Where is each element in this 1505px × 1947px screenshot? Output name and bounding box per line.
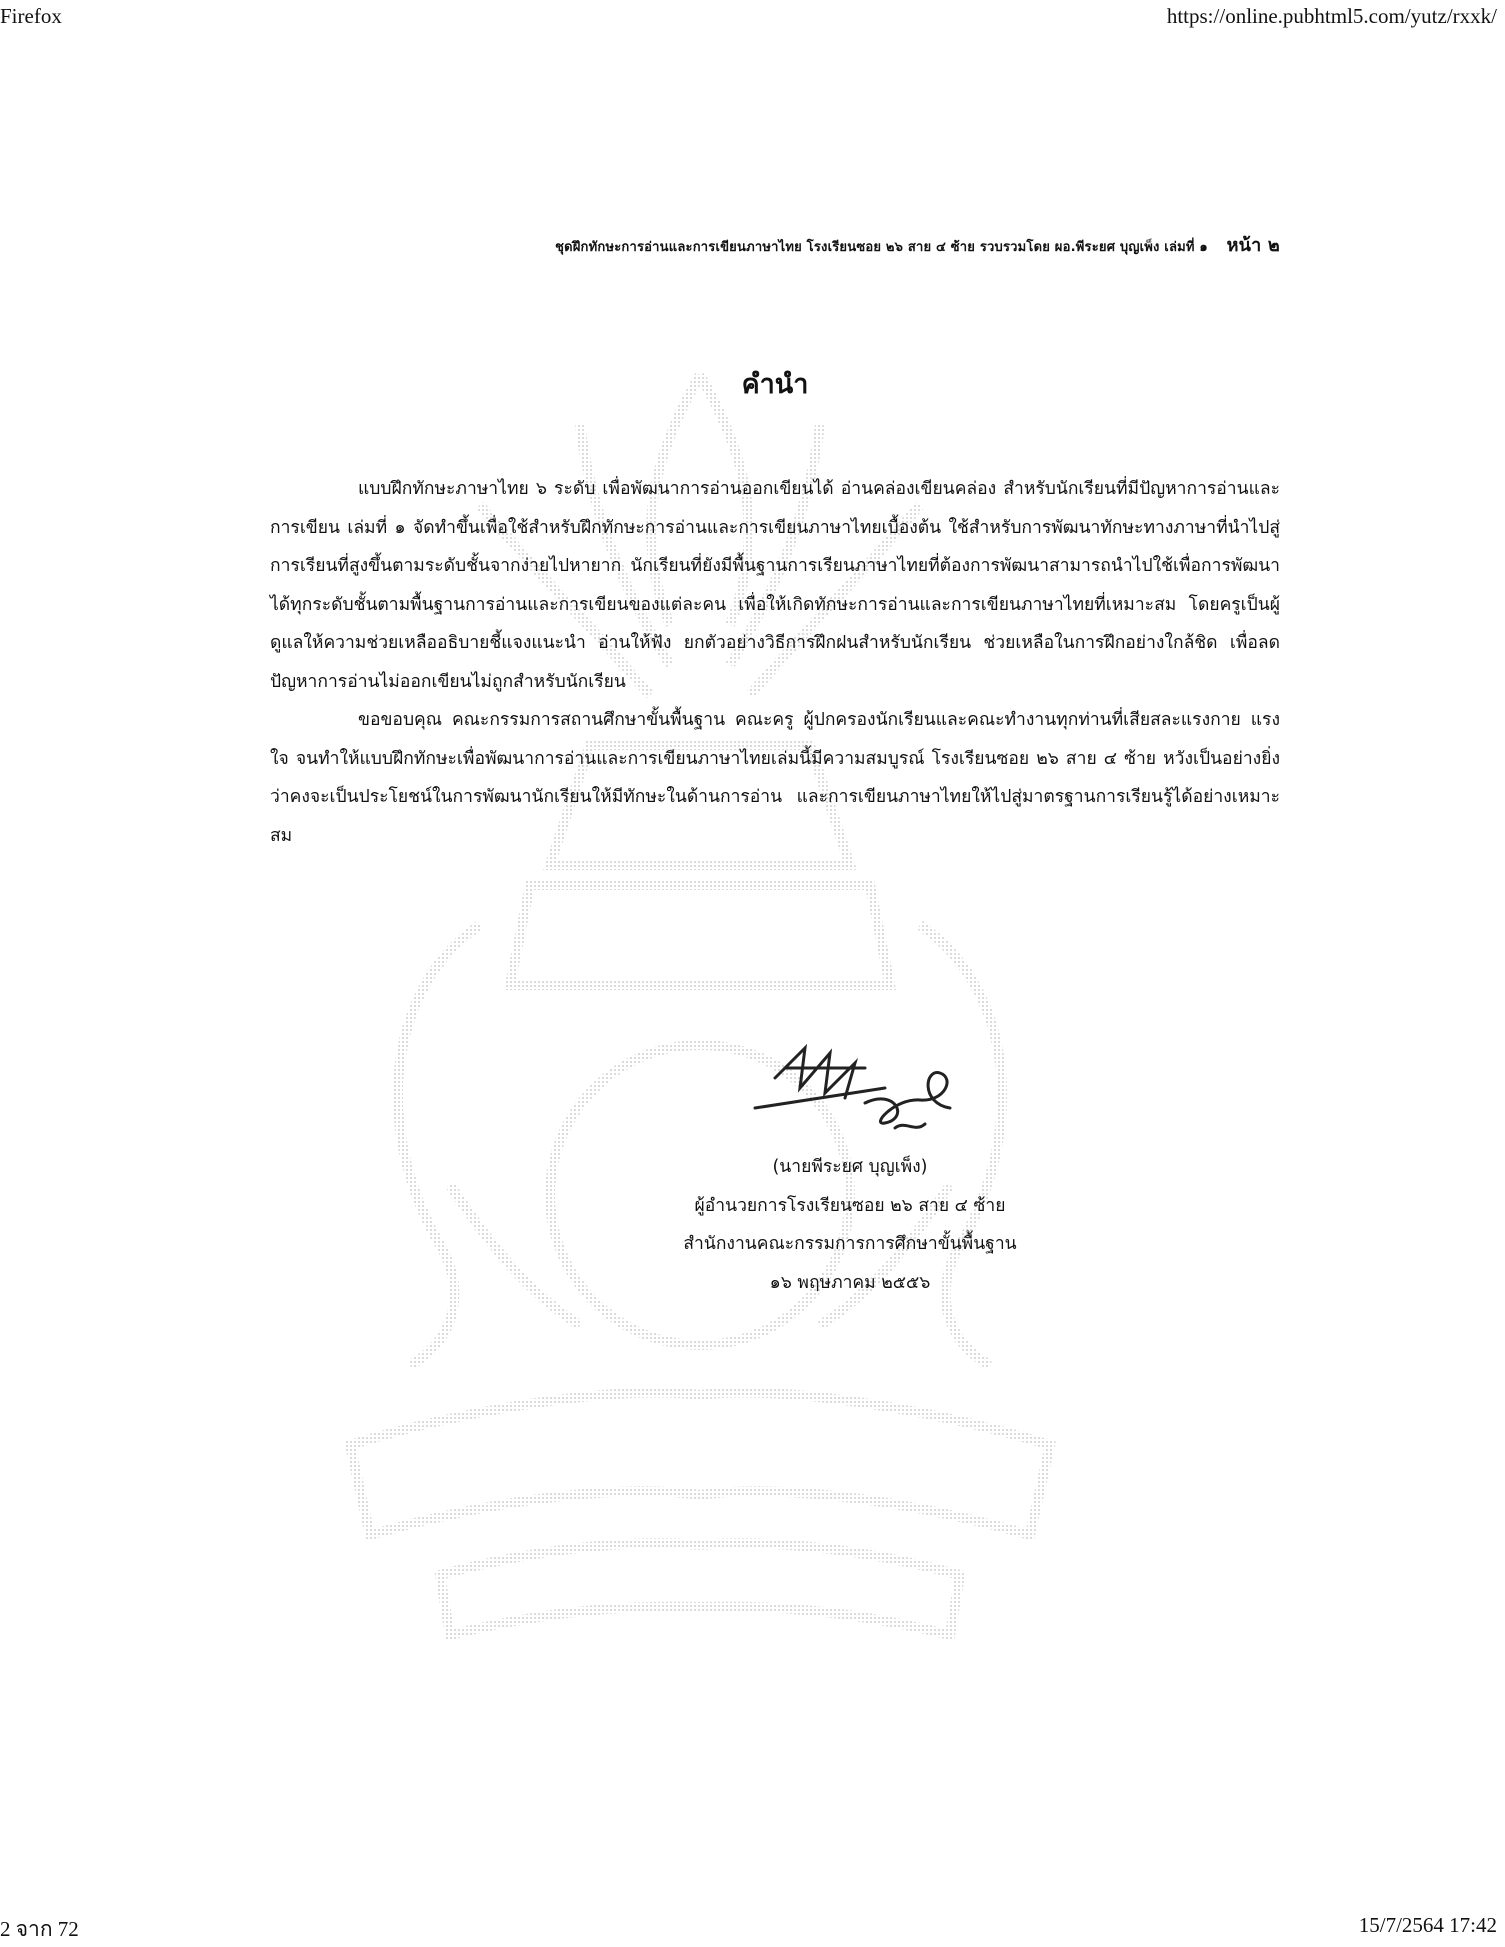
page-number-label: หน้า ๒ [1226,235,1280,256]
page-running-header [300,230,1280,259]
signatory-name: (นายพีระยศ บุญเพ็ง) [772,1157,928,1177]
foreword-paragraph: ขอขอบคุณ คณะกรรมการสถานศึกษาขั้นพื้นฐาน คณะครู ผู้ปกครองนักเรียนและคณะทำงานทุกท่านที่เสียสละแรงกาย แรงใจ จนทำให้แบบฝึกทักษะเพื่อพัฒนาการอ่านและการเขียนภาษาไทยเล่มนี้มีความสมบูรณ์ โรงเรียนซอย ๒๖ สาย ๔ ซ้าย หวังเป็นอย่างยิ่งว่าคงจะเป็นประโยชน์ในการพัฒนานักเรียนให้มีทักษะในด้านการอ่าน และการเขียนภาษาไทยให้ไปสู่มาตรฐานการเรียนรู้ได้อย่างเหมาะสม [270,710,1280,846]
handwritten-signature [745,1028,975,1138]
print-footer-timestamp: 15/7/2564 17:42 [1358,1913,1497,1937]
signature-date: ๑๖ พฤษภาคม ๒๕๕๖ [769,1272,931,1293]
signatory-office: สำนักงานคณะกรรมการการศึกษาขั้นพื้นฐาน [683,1234,1017,1254]
foreword-body [270,470,1280,855]
page-title: คำนำ [741,369,809,400]
print-footer-page-count: 2 จาก 72 [0,1917,79,1941]
print-header-url: https://online.pubhtml5.com/yutz/rxxk/ [1166,4,1497,28]
signatory-position: ผู้อำนวยการโรงเรียนซอย ๒๖ สาย ๔ ซ้าย [694,1195,1006,1216]
running-header-text: ชุดฝึกทักษะการอ่านและการเขียนภาษาไทย โรงเรียนซอย ๒๖ สาย ๔ ซ้าย รวบรวมโดย ผอ.พีระยศ บุญเพ็ง เล่มที่ ๑ [555,240,1208,255]
print-header-app: Firefox [0,4,62,28]
signature-block [570,1148,1130,1302]
foreword-paragraph: แบบฝึกทักษะภาษาไทย ๖ ระดับ เพื่อพัฒนาการอ่านออกเขียนได้ อ่านคล่องเขียนคล่อง สำหรับนักเรียนที่มีปัญหาการอ่านและการเขียน เล่มที่ ๑ จัดทำขึ้นเพื่อใช้สำหรับฝึกทักษะการอ่านและการเขียนภาษาไทยเบื้องต้น ใช้สำหรับการพัฒนาทักษะทางภาษาที่นำไปสู่การเรียนที่สูงขึ้นตามระดับชั้นจากง่ายไปหายาก นักเรียนที่ยังมีพื้นฐานการเรียนภาษาไทยที่ต้องการพัฒนาสามารถนำไปใช้เพื่อการพัฒนาได้ทุกระดับชั้นตามพื้นฐานการอ่านและการเขียนของแต่ละคน เพื่อให้เกิดทักษะการอ่านและการเขียนภาษาไทยที่เหมาะสม โดยครูเป็นผู้ดูแลให้ความช่วยเหลืออธิบายชี้แจงแนะนำ อ่านให้ฟัง ยกตัวอย่างวิธีการฝึกฝนสำหรับนักเรียน ช่วยเหลือในการฝึกอย่างใกล้ชิด เพื่อลดปัญหาการอ่านไม่ออกเขียนไม่ถูกสำหรับนักเรียน [270,479,1280,692]
